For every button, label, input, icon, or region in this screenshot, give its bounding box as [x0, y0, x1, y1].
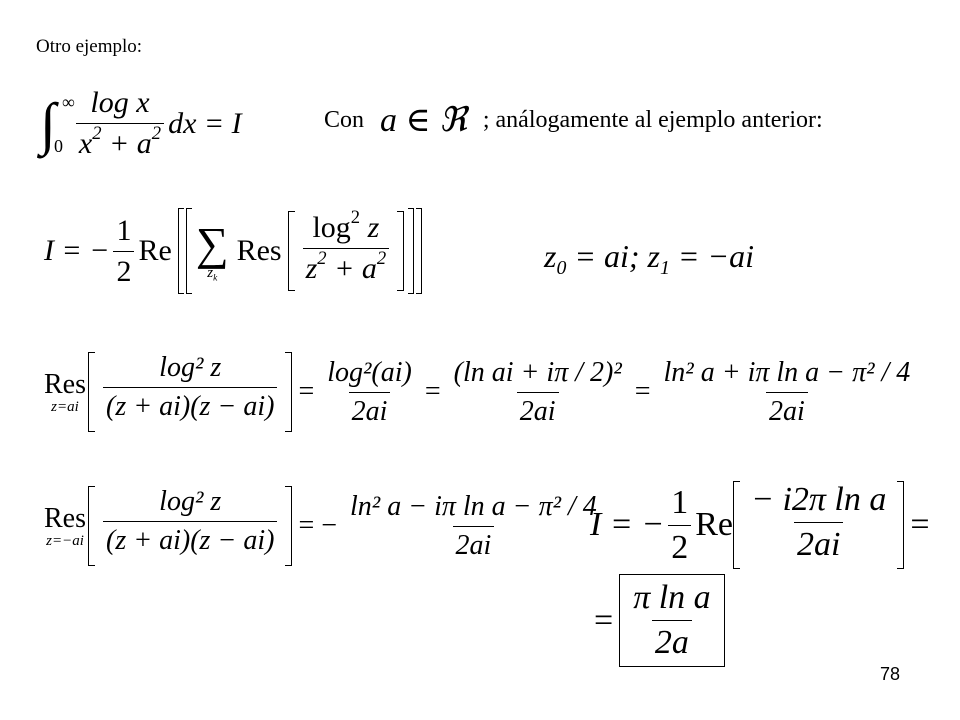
- inner-fraction: $\frac{\log^2 z}{z^2 + a^2}$: [303, 211, 390, 291]
- statement: [324, 100, 823, 140]
- integral-equation: [40, 86, 242, 161]
- integral-sign: ∫ ∞ 0: [40, 90, 75, 156]
- integrand-denominator: $x^2 + a^2$: [76, 123, 164, 161]
- res-operator-2: Res z=−ai: [44, 502, 86, 549]
- sum-index: $z_k$: [207, 264, 218, 283]
- poles: $z_0$ = ai; $z_1 = -ai$: [544, 238, 754, 279]
- final-box: $\frac{\text{π ln a}}{2a}$: [619, 574, 724, 667]
- integral-differential: dx = I: [168, 106, 242, 140]
- res-operator: Res: [236, 234, 282, 267]
- condition: a ∈ ℜ: [380, 102, 467, 139]
- inner-bracket: [288, 207, 405, 291]
- outer-double-bracket: [178, 208, 422, 294]
- residue-2: Res z=−ai $\frac{\text{log² z}}{(z + ai)(z - ai)}$ = − $\frac{\text{ln² a − iπ ln a − π² / 4}}{2ai}$: [44, 484, 604, 568]
- sum-operator: ∑ $z_k$: [195, 217, 229, 283]
- integral-lower: 0: [54, 135, 63, 156]
- heading: Otro ejemplo:: [36, 36, 143, 57]
- con-word: Con: [324, 106, 365, 133]
- final-answer: = $\frac{\text{π ln a}}{2a}$: [588, 574, 725, 667]
- formula-I-lhs: I = −: [44, 234, 110, 267]
- integral-upper: ∞: [62, 91, 75, 112]
- formula-I: [44, 208, 422, 294]
- integrand-fraction: [76, 86, 164, 161]
- integrand-numerator: log x: [90, 86, 150, 119]
- result-I: I = − $\frac{1}{2}$ Re $\frac{\text{− i2π ln a}}{2ai}$ =: [590, 480, 936, 570]
- re-operator: Re: [138, 234, 172, 267]
- half-fraction: $\frac{1}{2}$: [113, 214, 134, 289]
- page-number: 78: [880, 664, 901, 684]
- residue-1: Res z=ai $\frac{\text{log² z}}{(z + ai)(z - ai)}$ = $\frac{\text{log²(ai)}}{2ai}$ = $\frac{\text{(ln ai + iπ / 2)²}}{2ai}$ = $\frac{\text{ln² a + iπ ln a − π² / 4}}{2ai}$: [44, 350, 917, 434]
- res-operator-1: Res z=ai: [44, 368, 86, 415]
- statement-rest: ; análogamente al ejemplo anterior:: [482, 106, 823, 133]
